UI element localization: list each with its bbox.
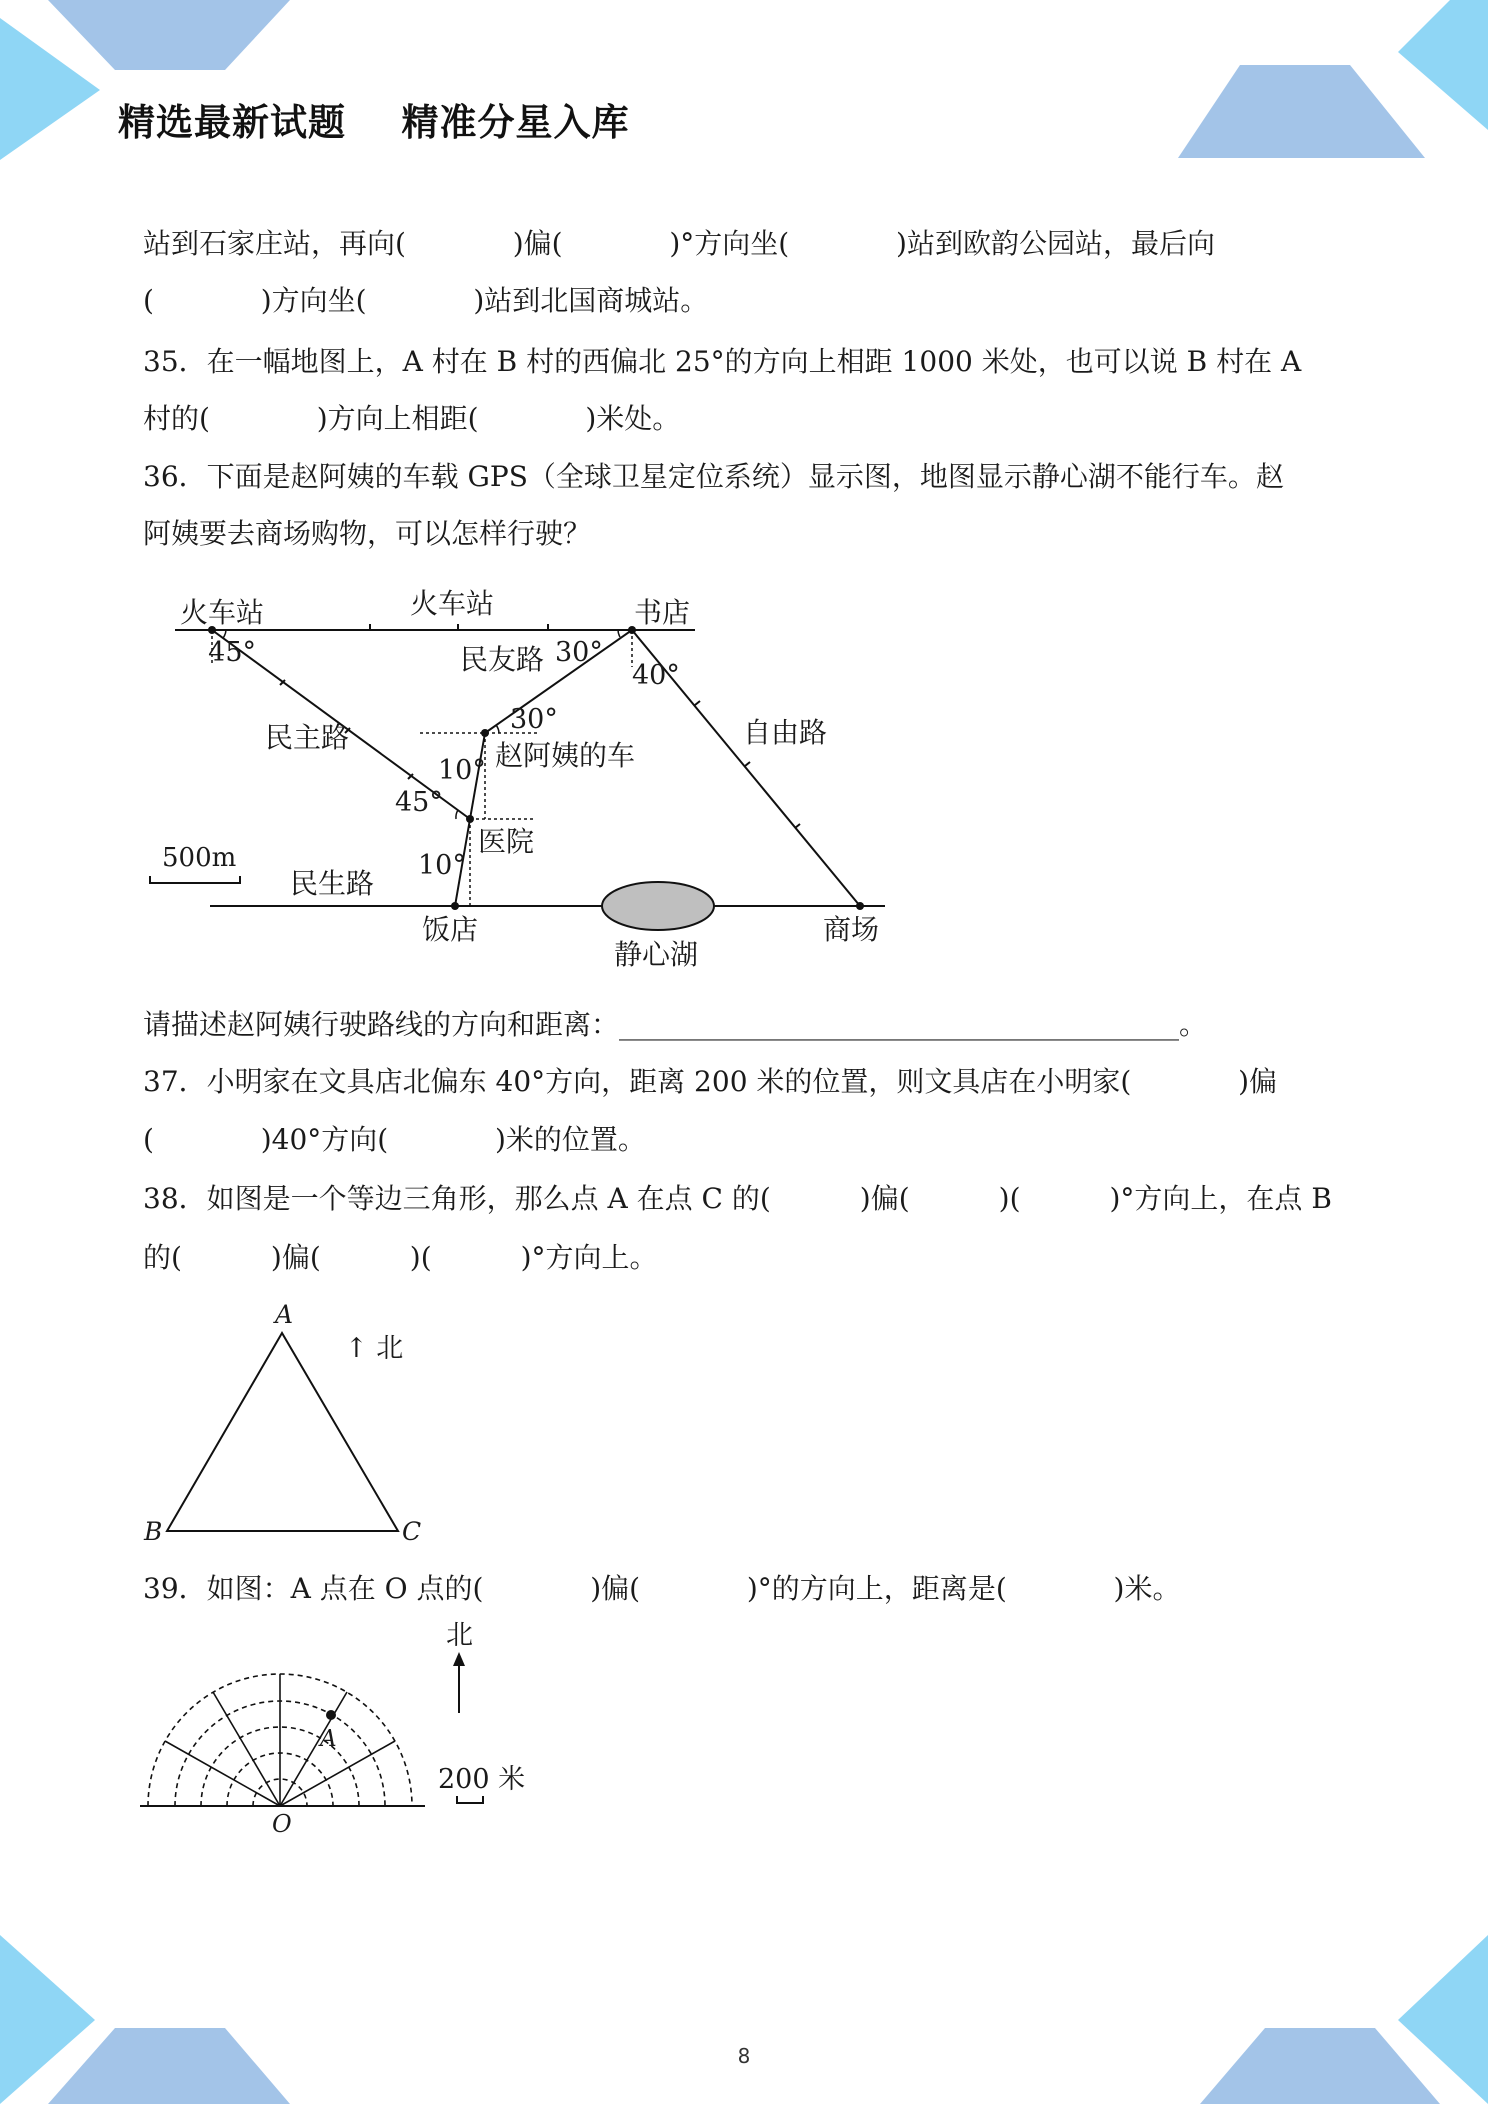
station-road-label: 火车站 <box>410 587 495 620</box>
ziyou-road-label: 自由路 <box>743 716 828 749</box>
point-a <box>326 1710 336 1720</box>
compass-figure <box>140 1620 540 1850</box>
question-36-line: 36．下面是赵阿姨的车载 GPS（全球卫星定位系统）显示图，地图显示静心湖不能行车。赵 <box>143 460 1284 493</box>
angle-10-restaurant-label: 10° <box>418 850 466 881</box>
lake-shape <box>602 882 714 930</box>
station-left-label: 火车站 <box>180 596 265 629</box>
bookstore-label: 书店 <box>634 596 691 629</box>
point-a-label: A <box>320 1726 337 1752</box>
hospital-point <box>466 815 474 823</box>
angle-30-bookstore-label: 30° <box>555 637 603 668</box>
minzhu-road-label: 民主路 <box>265 721 350 754</box>
question-38-line: 38．如图是一个等边三角形，那么点 A 在点 C 的( )偏( )( )°方向上，在点 B <box>143 1182 1332 1215</box>
question-39-line: 39．如图：A 点在 O 点的( )偏( )°的方向上，距离是( )米。 <box>143 1572 1181 1605</box>
car-label: 赵阿姨的车 <box>495 739 636 772</box>
angle-30-car-label: 30° <box>510 704 558 735</box>
gps-map-figure <box>140 575 900 975</box>
question-35-line: 村的( )方向上相距( )米处。 <box>143 402 681 435</box>
compass-scale-label: 200 米 <box>438 1764 526 1795</box>
question-text-line: ( )方向坐( )站到北国商城站。 <box>143 284 709 317</box>
page-number: 8 <box>737 2044 751 2068</box>
angle-10-car-label: 10° <box>438 755 486 786</box>
mall-point <box>856 902 864 910</box>
scale-bar <box>150 876 240 883</box>
vertex-b-label: B <box>144 1517 163 1546</box>
lake-label: 静心湖 <box>614 938 699 971</box>
compass-scale-bar <box>457 1796 483 1803</box>
vertex-a-label: A <box>275 1300 294 1329</box>
triangle-figure <box>140 1295 440 1555</box>
car-point <box>481 729 489 737</box>
north-arrow-label: ↑ 北 <box>345 1333 404 1364</box>
restaurant-label: 饭店 <box>422 913 479 946</box>
minyou-road-label: 民友路 <box>460 643 545 676</box>
minsheng-road-label: 民生路 <box>290 867 375 900</box>
vertex-c-label: C <box>402 1517 422 1546</box>
question-38-line: 的( )偏( )( )°方向上。 <box>143 1241 658 1274</box>
angle-45-top-label: 45° <box>208 637 256 668</box>
scale-label: 500m <box>162 843 237 873</box>
point-o-label: O <box>272 1810 292 1838</box>
question-36-line: 阿姨要去商场购物，可以怎样行驶？ <box>143 517 592 550</box>
north-label: 北 <box>446 1620 473 1651</box>
question-36-answer-line: 请描述赵阿姨行驶路线的方向和距离：________________________________________。 <box>143 1008 1208 1041</box>
mall-label: 商场 <box>823 913 880 946</box>
question-text-line: 站到石家庄站，再向( )偏( )°方向坐( )站到欧韵公园站，最后向 <box>143 227 1215 260</box>
question-37-line: ( )40°方向( )米的位置。 <box>143 1123 646 1156</box>
angle-40-label: 40° <box>632 660 680 691</box>
hospital-label: 医院 <box>478 825 535 858</box>
question-37-line: 37．小明家在文具店北偏东 40°方向，距离 200 米的位置，则文具店在小明家( )偏 <box>143 1065 1278 1098</box>
north-arrowhead <box>453 1652 465 1666</box>
restaurant-point <box>451 902 459 910</box>
page-header-title: 精选最新试题 精准分星入库 <box>118 101 630 144</box>
angle-45-hospital-label: 45° <box>395 787 443 818</box>
question-35-line: 35．在一幅地图上，A 村在 B 村的西偏北 25°的方向上相距 1000 米处，也可以说 B 村在 A <box>143 345 1302 378</box>
